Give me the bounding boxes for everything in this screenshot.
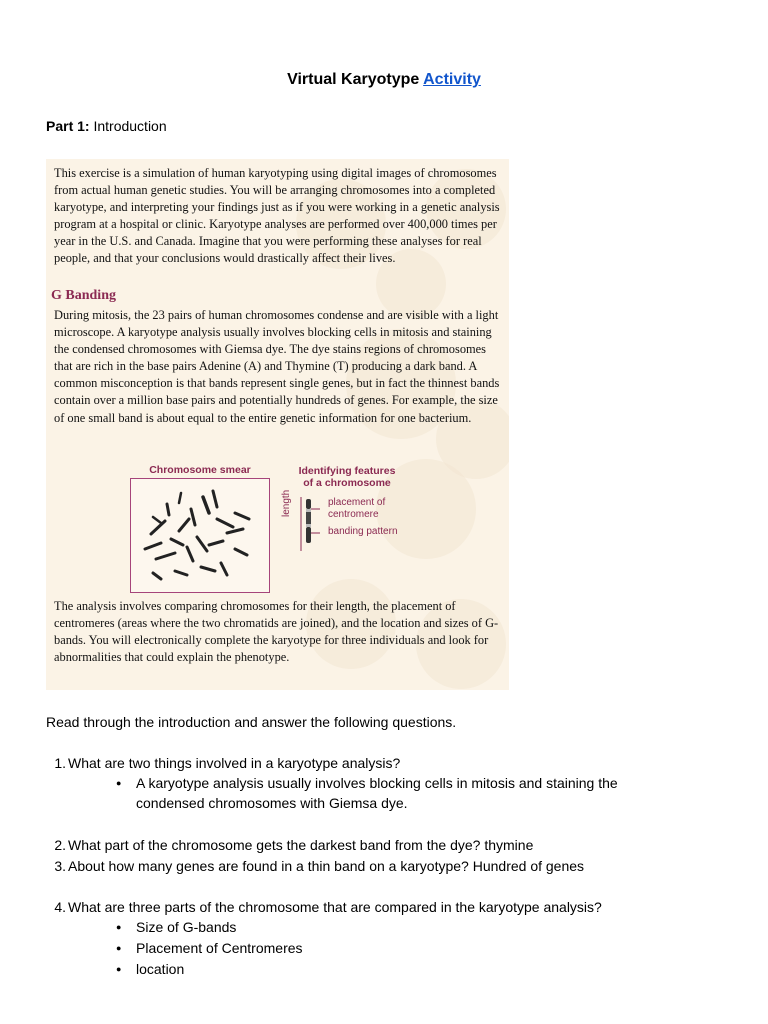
features-title-2: of a chromosome: [303, 477, 391, 489]
document-title: [0, 71, 768, 89]
length-label: length: [281, 489, 292, 517]
question-4: [44, 897, 744, 917]
bullet-icon: ●: [116, 964, 122, 974]
question-text: What are three parts of the chromosome that are compared in the karyotype analysis?: [68, 899, 602, 915]
answer-4-item: location: [136, 961, 185, 977]
answer-4-item: Size of G-bands: [136, 919, 237, 935]
answer-4-item: Placement of Centromeres: [136, 940, 303, 956]
feature-centromere-2: centromere: [328, 509, 379, 520]
question-1: [44, 753, 744, 773]
question-text: What are two things involved in a karyotype analysis?: [68, 755, 401, 771]
part-text: Introduction: [89, 118, 167, 134]
question-text: What part of the chromosome gets the darkest band from the dye? thymine: [68, 837, 534, 853]
answer-1-bullet: [116, 773, 676, 813]
features-title-1: Identifying features: [298, 465, 396, 477]
g-banding-heading: G Banding: [51, 288, 116, 303]
answer-1-line-2: condensed chromosomes with Giemsa dye.: [136, 795, 408, 811]
answer-4-bullet-3: [116, 959, 416, 979]
question-2: [44, 835, 744, 855]
instructions: Read through the introduction and answer the following questions.: [46, 714, 457, 730]
question-text: About how many genes are found in a thin band on a karyotype? Hundred of genes: [68, 858, 585, 874]
bullet-icon: ●: [116, 922, 122, 932]
question-number: 3.: [54, 858, 66, 874]
bullet-icon: ●: [116, 943, 122, 953]
answer-4-bullet-1: [116, 917, 416, 937]
intro-paragraph-1: This exercise is a simulation of human karyotyping using digital images of chromosomes from actual human genetic studies. You will be arranging chromosomes into a completed karyotype, and interpreting your findings just as if you were working in a genetic analysis program at a hospital or clinic. Karyotype analyses are performed over 400,000 times per year in the U.S. and Canada. Imagine that you were performing these analyses for real people, and that your conclusions would drastically affect their lives.: [54, 166, 500, 266]
feature-banding: banding pattern: [328, 526, 398, 537]
answer-1-line-1: A karyotype analysis usually involves blocking cells in mitosis and staining the: [136, 775, 618, 791]
smear-title: Chromosome smear: [149, 464, 251, 476]
title-text: Virtual Karyotype: [287, 71, 424, 88]
question-number: 1.: [54, 755, 66, 771]
introduction-image: [46, 159, 509, 690]
chromosome-feature-diagram: [296, 495, 326, 555]
answer-4-bullet-2: [116, 938, 416, 958]
title-link[interactable]: Activity: [423, 71, 481, 88]
chromosome-smear: [130, 478, 270, 593]
intro-paragraph-3: The analysis involves comparing chromosomes for their length, the placement of centromeres (areas where the two chromatids are joined), and the location and sizes of G-bands. You will electronically complete the karyotype for three individuals and look for abnormalities that could explain the phenotype.: [54, 599, 499, 665]
intro-paragraph-2: During mitosis, the 23 pairs of human chromosomes condense and are visible with a light microscope. A karyotype analysis usually involves blocking cells in mitosis and staining the condensed chromosomes with Giemsa dye. The dye stains regions of chromosomes that are rich in the base pairs Adenine (A) and Thymine (T) producing a dark band. A common misconception is that bands represent single genes, but in fact the thinnest bands contain over a million base pairs and potentially hundreds of genes. For example, the size of one small band is about equal to the entire genetic information for one bacterium.: [54, 308, 500, 425]
feature-centromere-1: placement of: [328, 497, 386, 508]
part-label: Part 1:: [46, 118, 90, 134]
question-3: [44, 856, 744, 876]
question-number: 4.: [54, 899, 66, 915]
question-number: 2.: [54, 837, 66, 853]
part-heading: [46, 118, 167, 134]
bullet-icon: ●: [116, 778, 122, 788]
